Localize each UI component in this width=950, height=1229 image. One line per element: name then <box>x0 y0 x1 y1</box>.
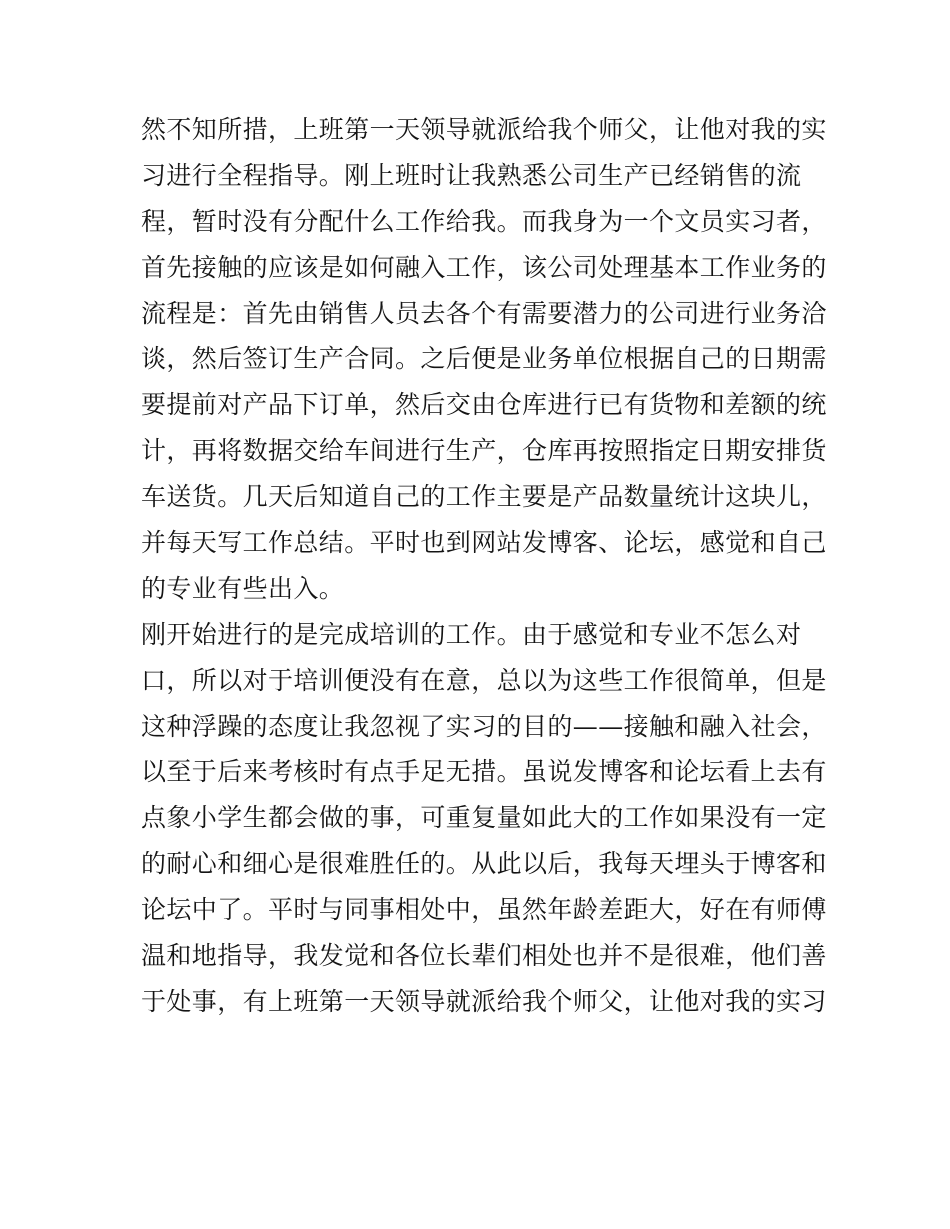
text-line: 的耐心和细心是很难胜任的。从此以后，我每天埋头于博客和 <box>141 849 827 879</box>
text-line: 要提前对产品下订单，然后交由仓库进行已有货物和差额的统 <box>141 390 827 420</box>
text-line: 的专业有些出入。 <box>141 573 345 603</box>
text-line: 流程是：首先由销售人员去各个有需要潜力的公司进行业务洽 <box>141 298 827 328</box>
text-line: 于处事，有上班第一天领导就派给我个师父，让他对我的实习 <box>141 986 827 1016</box>
text-line: 刚开始进行的是完成培训的工作。由于感觉和专业不怎么对 <box>141 619 802 649</box>
text-line: 车送货。几天后知道自己的工作主要是产品数量统计这块儿， <box>141 482 827 512</box>
text-line: 温和地指导，我发觉和各位长辈们相处也并不是很难，他们善 <box>141 941 827 971</box>
text-line: 然不知所措，上班第一天领导就派给我个师父，让他对我的实 <box>141 115 827 144</box>
text-line: 以至于后来考核时有点手足无措。虽说发博客和论坛看上去有 <box>141 757 827 787</box>
text-line: 并每天写工作总结。平时也到网站发博客、论坛，感觉和自己 <box>141 528 827 558</box>
text-line: 习进行全程指导。刚上班时让我熟悉公司生产已经销售的流 <box>141 160 802 190</box>
text-line: 程，暂时没有分配什么工作给我。而我身为一个文员实习者， <box>141 206 827 236</box>
text-line: 这种浮躁的态度让我忽视了实习的目的——接触和融入社会， <box>141 711 827 741</box>
body-text <box>141 107 827 1025</box>
text-line: 谈，然后签订生产合同。之后便是业务单位根据自己的日期需 <box>141 344 827 374</box>
text-line: 计，再将数据交给车间进行生产，仓库再按照指定日期安排货 <box>141 436 827 466</box>
text-line: 点象小学生都会做的事，可重复量如此大的工作如果没有一定 <box>141 803 827 833</box>
text-line: 口，所以对于培训便没有在意，总以为这些工作很简单，但是 <box>141 665 827 695</box>
text-line: 论坛中了。平时与同事相处中，虽然年龄差距大，好在有师傅 <box>141 895 827 925</box>
text-line: 首先接触的应该是如何融入工作，该公司处理基本工作业务的 <box>141 252 827 282</box>
